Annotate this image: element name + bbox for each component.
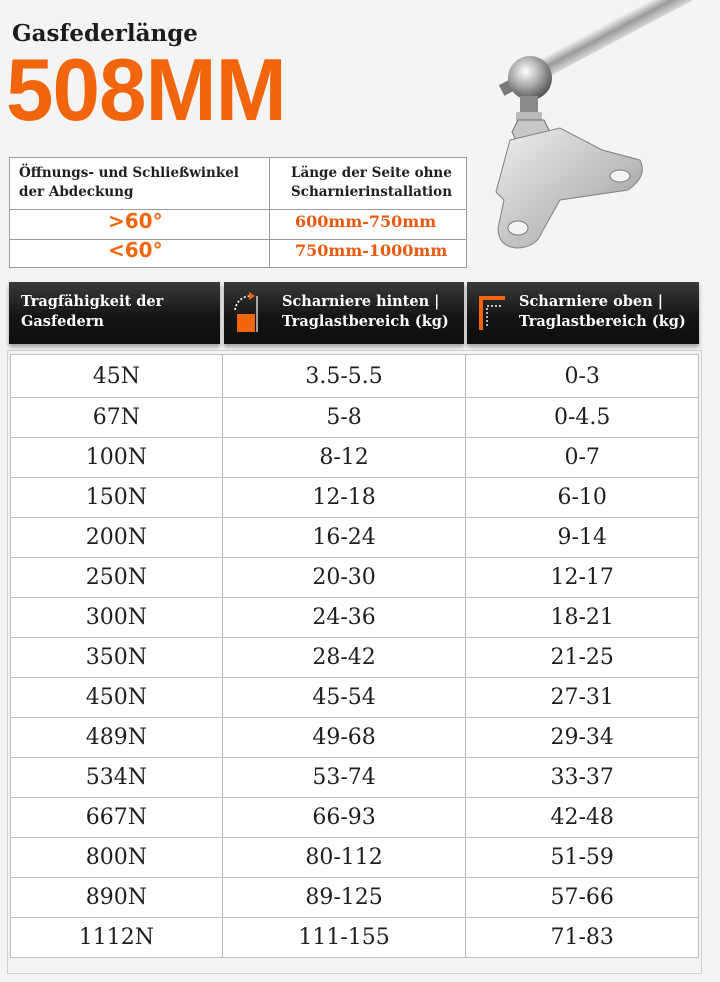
rear-load-cell: 80-112	[222, 838, 466, 878]
rear-hinge-icon	[231, 290, 261, 334]
angle-table	[9, 157, 467, 268]
table-row	[11, 598, 699, 638]
top-load-cell: 33-37	[466, 758, 699, 798]
force-cell: 450N	[11, 678, 223, 718]
force-cell: 300N	[11, 598, 223, 638]
force-cell: 45N	[11, 355, 223, 398]
table-row	[11, 398, 699, 438]
rear-load-cell: 53-74	[222, 758, 466, 798]
top-load-cell: 57-66	[466, 878, 699, 918]
angle-header: Öffnungs- und Schließwinkel der Abdeckung	[19, 165, 239, 200]
top-load-cell: 29-34	[466, 718, 699, 758]
table-row	[11, 355, 699, 398]
force-cell: 100N	[11, 438, 223, 478]
table-row	[11, 478, 699, 518]
capacity-header: Tragfähigkeit der Gasfedern	[9, 282, 220, 344]
rear-load-cell: 5-8	[222, 398, 466, 438]
rear-load-cell: 16-24	[222, 518, 466, 558]
length-title: 508MM	[6, 40, 286, 139]
rear-load-cell: 66-93	[222, 798, 466, 838]
top-load-cell: 6-10	[466, 478, 699, 518]
angle-value: <60°	[108, 238, 163, 262]
rear-hinge-header: Scharniere hinten | Traglastbereich (kg)	[224, 282, 464, 344]
angle-value: >60°	[108, 209, 163, 233]
top-load-cell: 27-31	[466, 678, 699, 718]
table-row	[11, 918, 699, 958]
table-row	[11, 678, 699, 718]
table-row	[11, 558, 699, 598]
force-cell: 489N	[11, 718, 223, 758]
force-cell: 890N	[11, 878, 223, 918]
gas-spring-hinge-image	[470, 0, 720, 270]
table-row	[11, 798, 699, 838]
force-cell: 534N	[11, 758, 223, 798]
top-load-cell: 18-21	[466, 598, 699, 638]
rear-load-cell: 28-42	[222, 638, 466, 678]
table-row	[11, 638, 699, 678]
rear-load-cell: 3.5-5.5	[222, 355, 466, 398]
force-cell: 67N	[11, 398, 223, 438]
table-row	[11, 758, 699, 798]
length-range: 600mm-750mm	[295, 212, 437, 231]
force-cell: 1112N	[11, 918, 223, 958]
rear-load-cell: 20-30	[222, 558, 466, 598]
force-cell: 667N	[11, 798, 223, 838]
load-table	[10, 354, 699, 958]
top-load-cell: 51-59	[466, 838, 699, 878]
length-range: 750mm-1000mm	[295, 241, 448, 260]
top-load-cell: 21-25	[466, 638, 699, 678]
table-row	[11, 718, 699, 758]
rear-load-cell: 89-125	[222, 878, 466, 918]
table-row	[11, 878, 699, 918]
rear-load-cell: 45-54	[222, 678, 466, 718]
top-load-cell: 42-48	[466, 798, 699, 838]
top-hinge-header: Scharniere oben | Traglastbereich (kg)	[467, 282, 699, 344]
rear-load-cell: 49-68	[222, 718, 466, 758]
top-load-cell: 0-4.5	[466, 398, 699, 438]
rear-load-cell: 24-36	[222, 598, 466, 638]
force-cell: 150N	[11, 478, 223, 518]
force-cell: 350N	[11, 638, 223, 678]
rear-load-cell: 8-12	[222, 438, 466, 478]
force-cell: 200N	[11, 518, 223, 558]
top-load-cell: 0-7	[466, 438, 699, 478]
top-load-cell: 12-17	[466, 558, 699, 598]
table-row	[11, 518, 699, 558]
force-cell: 800N	[11, 838, 223, 878]
rear-load-cell: 12-18	[222, 478, 466, 518]
top-load-cell: 71-83	[466, 918, 699, 958]
force-cell: 250N	[11, 558, 223, 598]
top-load-cell: 0-3	[466, 355, 699, 398]
top-load-cell: 9-14	[466, 518, 699, 558]
rear-load-cell: 111-155	[222, 918, 466, 958]
top-hinge-icon	[477, 290, 507, 334]
table-row	[11, 838, 699, 878]
product-subtitle: Gasfederlänge	[12, 20, 198, 47]
length-header: Länge der Seite ohne Scharnierinstallation	[291, 165, 453, 200]
table-row	[11, 438, 699, 478]
